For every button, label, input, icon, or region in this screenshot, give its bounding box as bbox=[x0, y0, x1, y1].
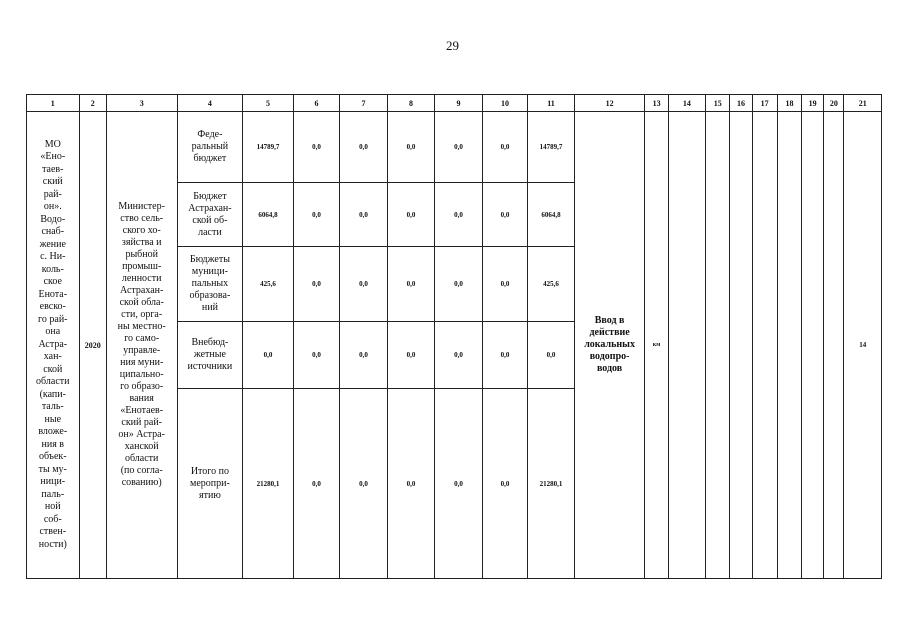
empty-cell bbox=[802, 112, 824, 579]
empty-cell bbox=[730, 112, 752, 579]
column-number: 18 bbox=[777, 95, 801, 112]
amount-cell: 21280,1 bbox=[243, 389, 294, 579]
column-number: 14 bbox=[668, 95, 705, 112]
amount-cell: 0,0 bbox=[387, 322, 435, 389]
column-number: 10 bbox=[482, 95, 527, 112]
amount-cell: 0,0 bbox=[293, 183, 339, 247]
empty-cell bbox=[752, 112, 777, 579]
amount-cell: 0,0 bbox=[435, 322, 483, 389]
amount-cell: 0,0 bbox=[340, 183, 388, 247]
amount-cell: 0,0 bbox=[387, 389, 435, 579]
amount-cell: 0,0 bbox=[482, 183, 527, 247]
funding-source-label: Феде- ральный бюджет bbox=[177, 112, 243, 183]
column-number-row bbox=[27, 95, 882, 112]
amount-cell: 0,0 bbox=[293, 247, 339, 322]
column-number: 7 bbox=[340, 95, 388, 112]
amount-cell: 0,0 bbox=[293, 389, 339, 579]
unit-cell: км bbox=[645, 112, 668, 579]
amount-cell: 0,0 bbox=[435, 247, 483, 322]
amount-cell: 0,0 bbox=[340, 322, 388, 389]
amount-cell: 0,0 bbox=[482, 247, 527, 322]
page-number: 29 bbox=[446, 38, 459, 53]
municipality-cell: МО «Ено- таев- ский рай- он». Водо- снаб- жение с. Ни- коль- ское Енота- евско- го рай- она Астра- хан- ской области (капи- таль- ные вложе- ния в объек- ты му- ници- паль- ной соб- ствен- ности) bbox=[27, 112, 80, 579]
amount-cell: 0,0 bbox=[293, 112, 339, 183]
year-cell: 2020 bbox=[79, 112, 106, 579]
amount-cell: 0,0 bbox=[387, 183, 435, 247]
amount-cell: 425,6 bbox=[528, 247, 574, 322]
column-number: 12 bbox=[574, 95, 645, 112]
amount-cell: 0,0 bbox=[340, 247, 388, 322]
amount-cell: 0,0 bbox=[482, 322, 527, 389]
amount-cell: 0,0 bbox=[387, 112, 435, 183]
amount-cell: 0,0 bbox=[340, 112, 388, 183]
funding-source-label: Внебюд- жетные источники bbox=[177, 322, 243, 389]
amount-cell: 0,0 bbox=[293, 322, 339, 389]
column-number: 11 bbox=[528, 95, 574, 112]
expected-result-cell: Ввод в действие локальных водопро- водов bbox=[574, 112, 645, 579]
amount-cell: 0,0 bbox=[387, 247, 435, 322]
empty-cell bbox=[668, 112, 705, 579]
amount-cell: 21280,1 bbox=[528, 389, 574, 579]
amount-cell: 425,6 bbox=[243, 247, 294, 322]
amount-cell: 14789,7 bbox=[528, 112, 574, 183]
column-number: 1 bbox=[27, 95, 80, 112]
amount-cell: 0,0 bbox=[435, 183, 483, 247]
column-number: 6 bbox=[293, 95, 339, 112]
amount-cell: 0,0 bbox=[528, 322, 574, 389]
column-number: 8 bbox=[387, 95, 435, 112]
column-number: 2 bbox=[79, 95, 106, 112]
funding-source-label: Итого по меропри- ятию bbox=[177, 389, 243, 579]
amount-cell: 0,0 bbox=[243, 322, 294, 389]
column-number: 16 bbox=[730, 95, 752, 112]
amount-cell: 0,0 bbox=[435, 112, 483, 183]
amount-cell: 0,0 bbox=[482, 389, 527, 579]
column-number: 5 bbox=[243, 95, 294, 112]
column-number: 19 bbox=[802, 95, 824, 112]
column-number: 21 bbox=[844, 95, 882, 112]
column-number: 15 bbox=[706, 95, 730, 112]
value-cell-21: 14 bbox=[844, 112, 882, 579]
amount-cell: 14789,7 bbox=[243, 112, 294, 183]
column-number: 3 bbox=[106, 95, 177, 112]
amount-cell: 0,0 bbox=[340, 389, 388, 579]
amount-cell: 0,0 bbox=[435, 389, 483, 579]
amount-cell: 0,0 bbox=[482, 112, 527, 183]
column-number: 13 bbox=[645, 95, 668, 112]
empty-cell bbox=[777, 112, 801, 579]
column-number: 9 bbox=[435, 95, 483, 112]
executor-cell: Министер- ство сель- ского хо- зяйства и рыбной промыш- ленности Астрахан- ской обла- сти, орга- ны местно- го само- управле- ния муни- ципально- го образо- вания «Енотаев- ский рай- он» Астра- ханской области (по согла- сованию) bbox=[106, 112, 177, 579]
column-number: 17 bbox=[752, 95, 777, 112]
column-number: 20 bbox=[824, 95, 844, 112]
funding-source-label: Бюджет Астрахан- ской об- ласти bbox=[177, 183, 243, 247]
table-row bbox=[27, 112, 882, 183]
funding-source-label: Бюджеты муници- пальных образова- ний bbox=[177, 247, 243, 322]
column-number: 4 bbox=[177, 95, 243, 112]
amount-cell: 6064,8 bbox=[243, 183, 294, 247]
amount-cell: 6064,8 bbox=[528, 183, 574, 247]
budget-table bbox=[26, 94, 882, 579]
empty-cell bbox=[706, 112, 730, 579]
empty-cell bbox=[824, 112, 844, 579]
